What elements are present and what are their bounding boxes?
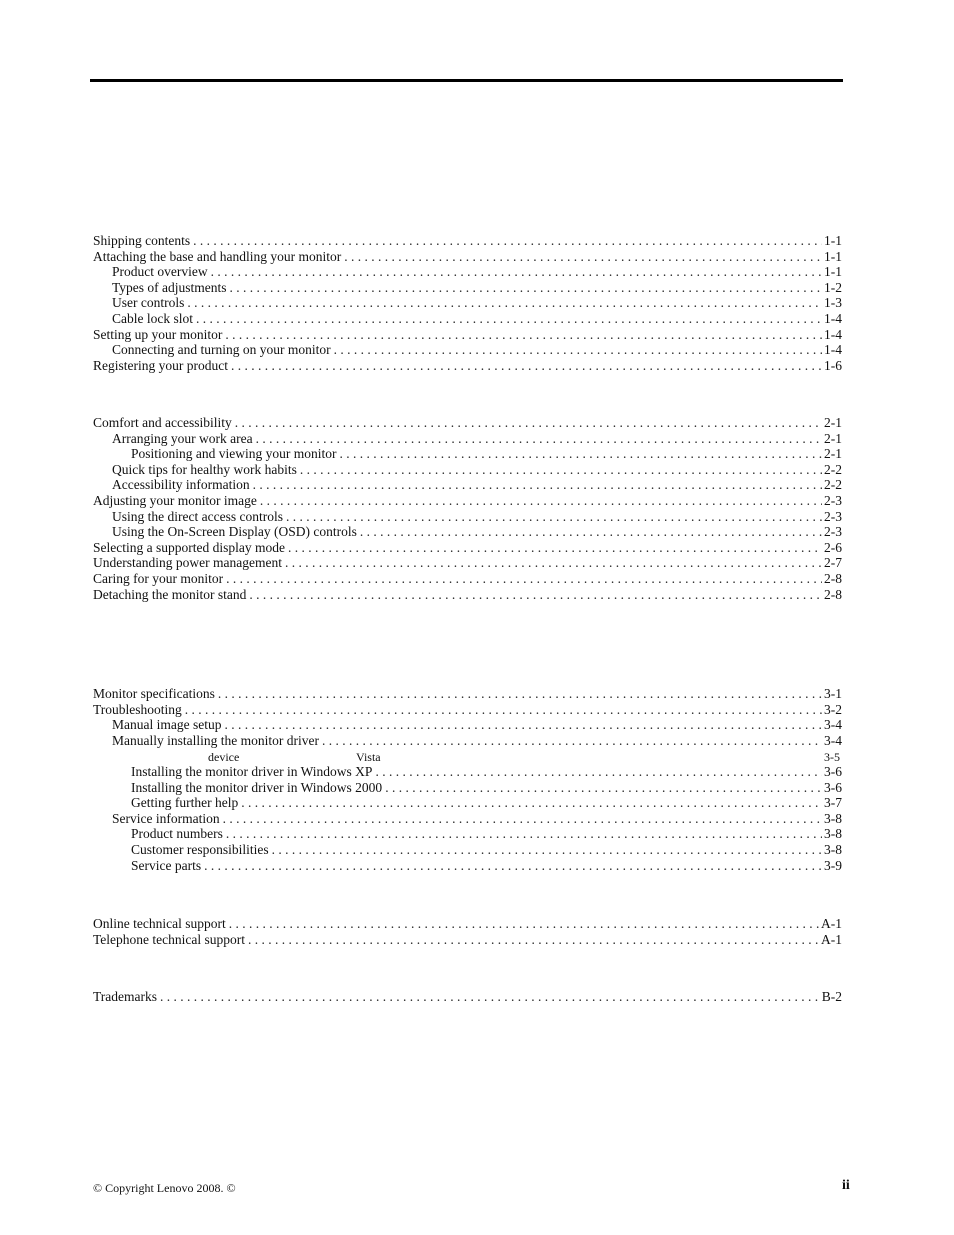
toc-entry[interactable] (93, 233, 842, 249)
dot-leader (253, 477, 822, 493)
toc-entry-page: 2-3 (824, 492, 842, 508)
toc-entry-page: 3-8 (824, 810, 842, 826)
toc-entry-page: 2-8 (824, 586, 842, 602)
toc-entry[interactable] (93, 509, 842, 525)
dot-leader (385, 780, 822, 796)
toc-entry-label: Product numbers (131, 826, 226, 842)
toc-entry-label: Quick tips for healthy work habits (112, 462, 300, 478)
toc-entry[interactable] (93, 555, 842, 571)
toc-section-3-continued (93, 764, 842, 873)
toc-entry-label: Installing the monitor driver in Windows XP (131, 764, 375, 780)
toc-section-3 (93, 686, 842, 748)
toc-entry[interactable] (93, 431, 842, 447)
toc-entry-page: 1-1 (824, 248, 842, 264)
toc-entry-label: Attaching the base and handling your monitor (93, 249, 344, 265)
toc-entry-page: 2-2 (824, 477, 842, 493)
toc-section-2 (93, 415, 842, 602)
toc-entry-label: Product overview (112, 264, 211, 280)
toc-entry[interactable] (93, 311, 842, 327)
dot-leader (229, 916, 819, 932)
dot-leader (211, 264, 822, 280)
toc-entry-page: 3-1 (824, 686, 842, 701)
dot-leader (231, 358, 822, 374)
toc-entry-label: Cable lock slot (112, 311, 196, 327)
partial-word-device: device (208, 750, 240, 764)
toc-entry[interactable] (93, 249, 842, 265)
toc-partial-line (93, 749, 845, 765)
toc-entry[interactable] (93, 932, 842, 948)
toc-entry-label: Manual image setup (112, 717, 224, 733)
toc-appendix-b (93, 989, 842, 1005)
toc-entry-label: Using the direct access controls (112, 509, 286, 525)
toc-entry[interactable] (93, 717, 842, 733)
toc-entry-page: 3-7 (824, 795, 842, 811)
toc-entry-page: 1-4 (824, 326, 842, 342)
toc-entry[interactable] (93, 686, 842, 702)
dot-leader (286, 509, 822, 525)
dot-leader (224, 717, 822, 733)
toc-entry[interactable] (93, 571, 842, 587)
toc-appendix-a (93, 916, 842, 947)
toc-entry[interactable] (93, 811, 842, 827)
toc-entry-label: Manually installing the monitor driver (112, 733, 322, 749)
dot-leader (160, 989, 820, 1005)
header-rule (90, 79, 843, 82)
toc-entry-page: 1-4 (824, 310, 842, 326)
toc-entry-page: 2-3 (824, 508, 842, 524)
toc-entry[interactable] (93, 826, 842, 842)
toc-entry-page: B-2 (821, 989, 842, 1004)
toc-entry-label: Service parts (131, 858, 204, 874)
toc-entry-label: Detaching the monitor stand (93, 587, 249, 603)
dot-leader (230, 280, 822, 296)
toc-entry-label: Adjusting your monitor image (93, 493, 260, 509)
toc-entry[interactable] (93, 493, 842, 509)
dot-leader (225, 327, 822, 343)
dot-leader (185, 702, 822, 718)
toc-entry[interactable] (93, 462, 842, 478)
toc-entry[interactable] (93, 842, 842, 858)
toc-entry-page: 3-8 (824, 841, 842, 857)
toc-entry-label: User controls (112, 295, 187, 311)
toc-entry-label: Service information (112, 811, 223, 827)
toc-entry[interactable] (93, 280, 842, 296)
toc-entry[interactable] (93, 858, 842, 874)
toc-entry-page: 2-3 (824, 524, 842, 540)
toc-entry-label: Arranging your work area (112, 431, 256, 447)
toc-entry-label: Getting further help (131, 795, 241, 811)
toc-entry-page: 3-4 (824, 717, 842, 733)
toc-entry-page: 3-6 (824, 764, 842, 779)
toc-entry-page: 2-1 (824, 430, 842, 446)
dot-leader (223, 811, 822, 827)
toc-entry-label: Telephone technical support (93, 932, 248, 948)
toc-entry-page: 2-1 (824, 446, 842, 462)
toc-entry-label: Trademarks (93, 989, 160, 1005)
dot-leader (241, 795, 822, 811)
toc-entry-label: Shipping contents (93, 233, 193, 249)
toc-entry-page: 1-2 (824, 279, 842, 295)
toc-entry[interactable] (93, 702, 842, 718)
toc-entry[interactable] (93, 764, 842, 780)
toc-entry-label: Types of adjustments (112, 280, 230, 296)
toc-entry[interactable] (93, 733, 842, 749)
toc-entry-page: 1-3 (824, 295, 842, 311)
toc-entry[interactable] (93, 342, 842, 358)
dot-leader (360, 524, 822, 540)
toc-entry-page: 2-6 (824, 539, 842, 555)
toc-entry[interactable] (93, 540, 842, 556)
dot-leader (272, 842, 822, 858)
dot-leader (226, 826, 822, 842)
toc-entry[interactable] (93, 295, 842, 311)
toc-entry[interactable] (93, 795, 842, 811)
toc-entry[interactable] (93, 524, 842, 540)
dot-leader (235, 415, 822, 431)
toc-entry-page: 3-8 (824, 826, 842, 842)
dot-leader (248, 932, 819, 948)
toc-entry[interactable] (93, 446, 842, 462)
toc-entry-label: Selecting a supported display mode (93, 540, 288, 556)
toc-entry-label: Positioning and viewing your monitor (131, 446, 340, 462)
toc-entry-label: Caring for your monitor (93, 571, 226, 587)
dot-leader (334, 342, 822, 358)
toc-entry-page: 3-2 (824, 701, 842, 717)
toc-entry-page: 2-2 (824, 461, 842, 477)
toc-entry-page: 2-8 (824, 570, 842, 586)
dot-leader (218, 686, 822, 702)
toc-entry[interactable] (93, 587, 842, 603)
dot-leader (193, 233, 822, 249)
toc-entry-label: Installing the monitor driver in Windows 2000 (131, 780, 385, 796)
dot-leader (196, 311, 822, 327)
toc-entry-page: 2-7 (824, 555, 842, 571)
copyright-notice: © Copyright Lenovo 2008. © (93, 1181, 236, 1195)
dot-leader (285, 555, 822, 571)
dot-leader (344, 249, 822, 265)
dot-leader (340, 446, 823, 462)
dot-leader (256, 431, 822, 447)
toc-entry-label: Monitor specifications (93, 686, 218, 702)
toc-entry[interactable] (93, 415, 842, 431)
toc-entry-label: Registering your product (93, 358, 231, 374)
partial-page-number: 3-5 (824, 750, 840, 764)
dot-leader (260, 493, 822, 509)
toc-entry-label: Customer responsibilities (131, 842, 272, 858)
dot-leader (204, 858, 822, 874)
toc-entry-label: Connecting and turning on your monitor (112, 342, 334, 358)
toc-entry-page: 3-9 (824, 857, 842, 873)
toc-entry-label: Using the On-Screen Display (OSD) controls (112, 524, 360, 540)
toc-entry[interactable] (93, 358, 842, 374)
toc-entry-page: 3-4 (824, 732, 842, 748)
toc-entry-label: Accessibility information (112, 477, 253, 493)
toc-entry-page: 1-4 (824, 342, 842, 358)
toc-section-1 (93, 233, 842, 373)
dot-leader (288, 540, 822, 556)
dot-leader (300, 462, 822, 478)
toc-entry-page: A-1 (821, 916, 842, 931)
toc-entry[interactable] (93, 989, 842, 1005)
toc-entry-label: Online technical support (93, 916, 229, 932)
toc-entry[interactable] (93, 780, 842, 796)
toc-entry-page: 1-1 (824, 264, 842, 280)
partial-word-vista: Vista (356, 750, 381, 764)
toc-entry-label: Troubleshooting (93, 702, 185, 718)
toc-entry-label: Comfort and accessibility (93, 415, 235, 431)
toc-entry-label: Understanding power management (93, 555, 285, 571)
dot-leader (226, 571, 822, 587)
dot-leader (187, 295, 822, 311)
page-number: ii (842, 1178, 850, 1193)
toc-entry-page: 1-6 (824, 357, 842, 373)
toc-entry-page: A-1 (821, 931, 842, 947)
toc-entry-page: 2-1 (824, 415, 842, 430)
toc-entry-page: 1-1 (824, 233, 842, 248)
toc-entry[interactable] (93, 916, 842, 932)
dot-leader (375, 764, 822, 780)
toc-entry-page: 3-6 (824, 779, 842, 795)
dot-leader (249, 587, 822, 603)
toc-entry[interactable] (93, 327, 842, 343)
dot-leader (322, 733, 822, 749)
toc-entry[interactable] (93, 264, 842, 280)
toc-entry[interactable] (93, 477, 842, 493)
toc-entry-label: Setting up your monitor (93, 327, 225, 343)
